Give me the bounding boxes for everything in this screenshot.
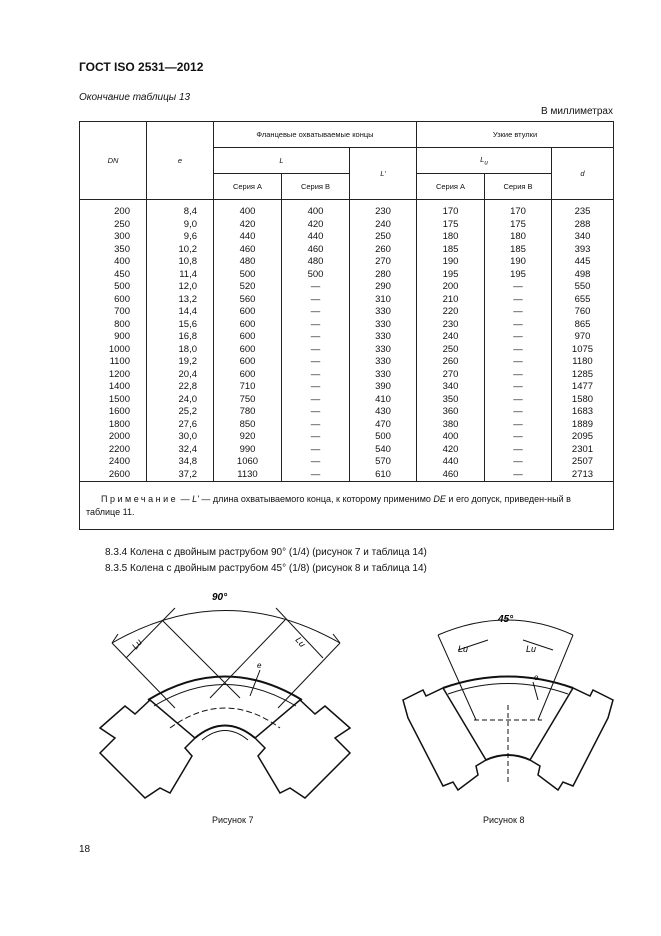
header-flanged-series-b: Серия В [282,174,350,200]
table-cell: 13,2 [178,293,197,305]
table-cell: — [513,381,523,392]
table-cell: — [513,431,523,442]
table-cell: 498 [574,268,591,280]
table-cell: 500 [307,268,324,280]
figure-8-caption: Рисунок 8 [483,815,525,825]
table-cell: — [310,418,321,430]
column-narrow-a [417,200,485,482]
table-cell: — [513,293,523,305]
column-dn [80,200,147,482]
column-e [147,200,214,482]
table-cell: 25,2 [178,406,197,417]
table-cell: — [310,306,321,317]
table-cell: — [310,368,321,380]
table-cell: 260 [375,243,391,255]
table-cell: — [513,418,523,430]
table-cell: 1400 [108,381,130,392]
table-cell: 1580 [571,393,594,405]
table-cell: 2200 [108,443,130,455]
table-note: Примечание — L' — длина охватываемого конца, к которому применимо DE и его допуск, приведен-ный в таблице 11. [80,482,614,530]
table-cell: 420 [307,218,324,230]
table-cell: 400 [442,431,459,442]
table-cell: 460 [442,468,459,480]
table-cell: 10,8 [178,256,197,267]
table-cell: 1130 [237,468,258,480]
standard-header: ГОСТ ISO 2531—2012 [79,60,204,74]
table-body [80,200,614,482]
table-cell: 480 [239,256,256,267]
table-cell: — [310,281,321,292]
header-flanged-group: Фланцевые охватываемые концы [214,122,417,148]
table-cell: 600 [239,318,256,330]
table-cell: 480 [307,256,324,267]
table-cell: 11,4 [179,268,197,280]
table-cell: 410 [375,393,391,405]
table-cell: 288 [574,218,591,230]
table-cell: 2095 [571,431,594,442]
table-cell: 24,0 [178,393,197,405]
column-flanged-b [282,200,350,482]
table-cell: — [310,356,321,367]
table-cell: 270 [442,368,459,380]
table-cell: 990 [239,443,256,455]
table-cell: 1180 [572,356,593,367]
table-cell: — [310,456,321,467]
table-cell: 420 [239,218,256,230]
table-cell: 230 [375,206,391,217]
paragraph-8-3-5: 8.3.5 Колена с двойным раструбом 45° (1/8) (рисунок 8 и таблица 14) [105,563,427,574]
header-narrow-series-b: Серия В [485,174,552,200]
table-cell: 2400 [108,456,130,467]
table-cell: 1200 [108,368,130,380]
table-cell: 190 [442,256,459,267]
table-cell: 16,8 [178,331,197,342]
table-cell: 500 [239,268,256,280]
table-cell: 210 [442,293,459,305]
table-cell: 560 [239,293,256,305]
table-cell: 195 [442,268,459,280]
table-cell: 220 [442,306,459,317]
table-cell: 393 [574,243,591,255]
table-cell: 195 [510,268,526,280]
table-cell: 400 [307,206,324,217]
table-cell: 250 [442,343,459,355]
table-cell: 230 [442,318,459,330]
table-cell: — [310,293,321,305]
table-cell: 280 [375,268,391,280]
table-cell: 330 [375,331,391,342]
table-cell: 710 [239,381,256,392]
table-cell: 2301 [571,443,594,455]
table-cell: 300 [114,231,130,242]
table-cell: 2600 [108,468,130,480]
table-cell: 14,4 [178,306,197,317]
table-cell: 440 [239,231,256,242]
table-cell: 12,0 [178,281,197,292]
table-cell: — [513,468,523,480]
table-cell: 750 [239,393,256,405]
table-cell: 330 [375,306,391,317]
table-cell: 350 [442,393,459,405]
table-cell: 9,0 [183,218,197,230]
table-cell: — [310,343,321,355]
table-cell: — [310,406,321,417]
table-cell: — [310,468,321,480]
column-d [552,200,614,482]
dimensions-table [79,121,614,530]
table-cell: 330 [375,368,391,380]
fig8-e-label: e [534,673,539,682]
table-cell: 340 [574,231,591,242]
table-cell: 430 [375,406,391,417]
table-cell: — [310,381,321,392]
table-cell: 330 [375,356,391,367]
table-cell: — [310,443,321,455]
header-L-prime: L' [350,148,417,200]
table-cell: — [513,393,523,405]
table-cell: 1600 [108,406,130,417]
table-cell: 34,8 [178,456,197,467]
page-number: 18 [79,844,91,855]
header-e: e [147,122,214,200]
fig7-lu-left: Lu [129,637,144,652]
table-cell: 1075 [571,343,594,355]
table-cell: 270 [375,256,391,267]
table-cell: 175 [510,218,526,230]
table-cell: 9,6 [183,231,197,242]
table-cell: 22,8 [178,381,197,392]
column-narrow-b [485,200,552,482]
table-cell: — [513,356,523,367]
table-cell: 920 [239,431,256,442]
table-cell: 30,0 [178,431,197,442]
column-l-prime [350,200,417,482]
table-cell: 610 [375,468,391,480]
table-cell: — [513,343,523,355]
table-cell: — [513,443,523,455]
header-narrow-group: Узкие втулки [417,122,614,148]
table-cell: 550 [574,281,591,292]
table-cell: 2000 [108,431,130,442]
table-cell: — [513,456,523,467]
table-cell: 19,2 [178,356,197,367]
table-cell: 1100 [109,356,130,367]
table-cell: — [310,318,321,330]
header-dn: DN [80,122,147,200]
table-cell: 520 [239,281,256,292]
table-cell: 970 [574,331,591,342]
table-cell: 235 [574,206,591,217]
table-cell: 32,4 [178,443,197,455]
table-cell: 240 [375,218,391,230]
table-cell: 190 [510,256,526,267]
table-cell: — [310,331,321,342]
table-cell: 700 [114,306,130,317]
table-cell: 37,2 [178,468,197,480]
note-label: Примечание [101,494,179,504]
header-d: d [552,148,614,200]
table-continuation-caption: Окончание таблицы 13 [79,92,191,103]
fig7-e-label: e [257,661,262,670]
table-cell: 27,6 [178,418,197,430]
fig7-angle-label: 90° [212,592,228,603]
table-cell: 15,6 [178,318,197,330]
table-cell: 2713 [571,468,594,480]
table-cell: 865 [574,318,591,330]
table-cell: 470 [375,418,391,430]
table-cell: 185 [442,243,459,255]
fig8-lu-left: Lu [458,644,469,654]
table-cell: 290 [375,281,391,292]
table-cell: 1800 [108,418,130,430]
column-flanged-a [214,200,282,482]
table-cell: — [513,281,523,292]
table-cell: 250 [114,218,130,230]
table-cell: 445 [574,256,591,267]
header-flanged-series-a: Серия А [214,174,282,200]
table-cell: 330 [375,318,391,330]
table-cell: 185 [510,243,526,255]
table-cell: 850 [239,418,256,430]
table-cell: 2507 [571,456,594,467]
table-cell: 380 [442,418,459,430]
figure-7-drawing [90,588,360,808]
table-cell: 330 [375,343,391,355]
table-cell: 400 [114,256,130,267]
table-cell: 180 [442,231,459,242]
table-cell: 200 [114,206,130,217]
table-cell: 450 [114,268,130,280]
table-cell: 1683 [571,406,594,417]
table-cell: 180 [510,231,526,242]
table-cell: 600 [239,343,256,355]
table-cell: 760 [574,306,591,317]
header-L: L [214,148,350,174]
fig8-lu-right: Lu [526,644,537,654]
table-cell: — [513,368,523,380]
table-cell: 600 [239,306,256,317]
table-cell: 400 [239,206,256,217]
table-cell: — [310,431,321,442]
table-cell: 655 [574,293,591,305]
table-cell: 420 [442,443,459,455]
header-Lu: $L_u$ [417,148,552,174]
table-cell: 900 [114,331,130,342]
table-cell: 18,0 [178,343,197,355]
fig7-lu-right: Lu [293,634,308,649]
table-cell: 240 [442,331,459,342]
table-cell: 780 [239,406,256,417]
table-cell: 200 [442,281,459,292]
table-cell: 170 [442,206,459,217]
table-cell: — [513,406,523,417]
table-cell: 570 [375,456,391,467]
table-cell: 540 [375,443,391,455]
table-cell: 1060 [236,456,259,467]
table-cell: 390 [375,381,391,392]
table-cell: 360 [442,406,459,417]
table-cell: 460 [239,243,256,255]
header-narrow-series-a: Серия А [417,174,485,200]
table-cell: 350 [114,243,130,255]
table-cell: 600 [239,356,256,367]
table-cell: 500 [375,431,391,442]
table-cell: 600 [239,331,256,342]
table-cell: — [513,331,523,342]
table-cell: 310 [375,293,391,305]
table-cell: 1889 [571,418,594,430]
table-cell: 20,4 [178,368,197,380]
table-cell: — [513,306,523,317]
figure-7-caption: Рисунок 7 [212,815,254,825]
table-cell: 1285 [571,368,594,380]
table-cell: 340 [442,381,459,392]
figure-8-drawing [398,610,618,805]
table-cell: 600 [239,368,256,380]
table-cell: 170 [510,206,526,217]
fig8-angle-label: 45° [498,614,514,625]
table-cell: 800 [114,318,130,330]
table-cell: 175 [442,218,459,230]
table-cell: 250 [375,231,391,242]
table-cell: — [513,318,523,330]
table-cell: — [310,393,321,405]
table-cell: 440 [442,456,459,467]
table-cell: 1477 [571,381,594,392]
table-cell: 440 [307,231,324,242]
paragraph-8-3-4: 8.3.4 Колена с двойным раструбом 90° (1/4) (рисунок 7 и таблица 14) [105,547,427,558]
table-cell: 8,4 [183,206,197,217]
table-cell: 1000 [108,343,130,355]
table-cell: 260 [442,356,459,367]
table-cell: 600 [114,293,130,305]
table-cell: 1500 [108,393,130,405]
units-label: В миллиметрах [541,106,613,117]
table-cell: 460 [307,243,324,255]
table-cell: 500 [114,281,130,292]
table-cell: 10,2 [178,243,197,255]
